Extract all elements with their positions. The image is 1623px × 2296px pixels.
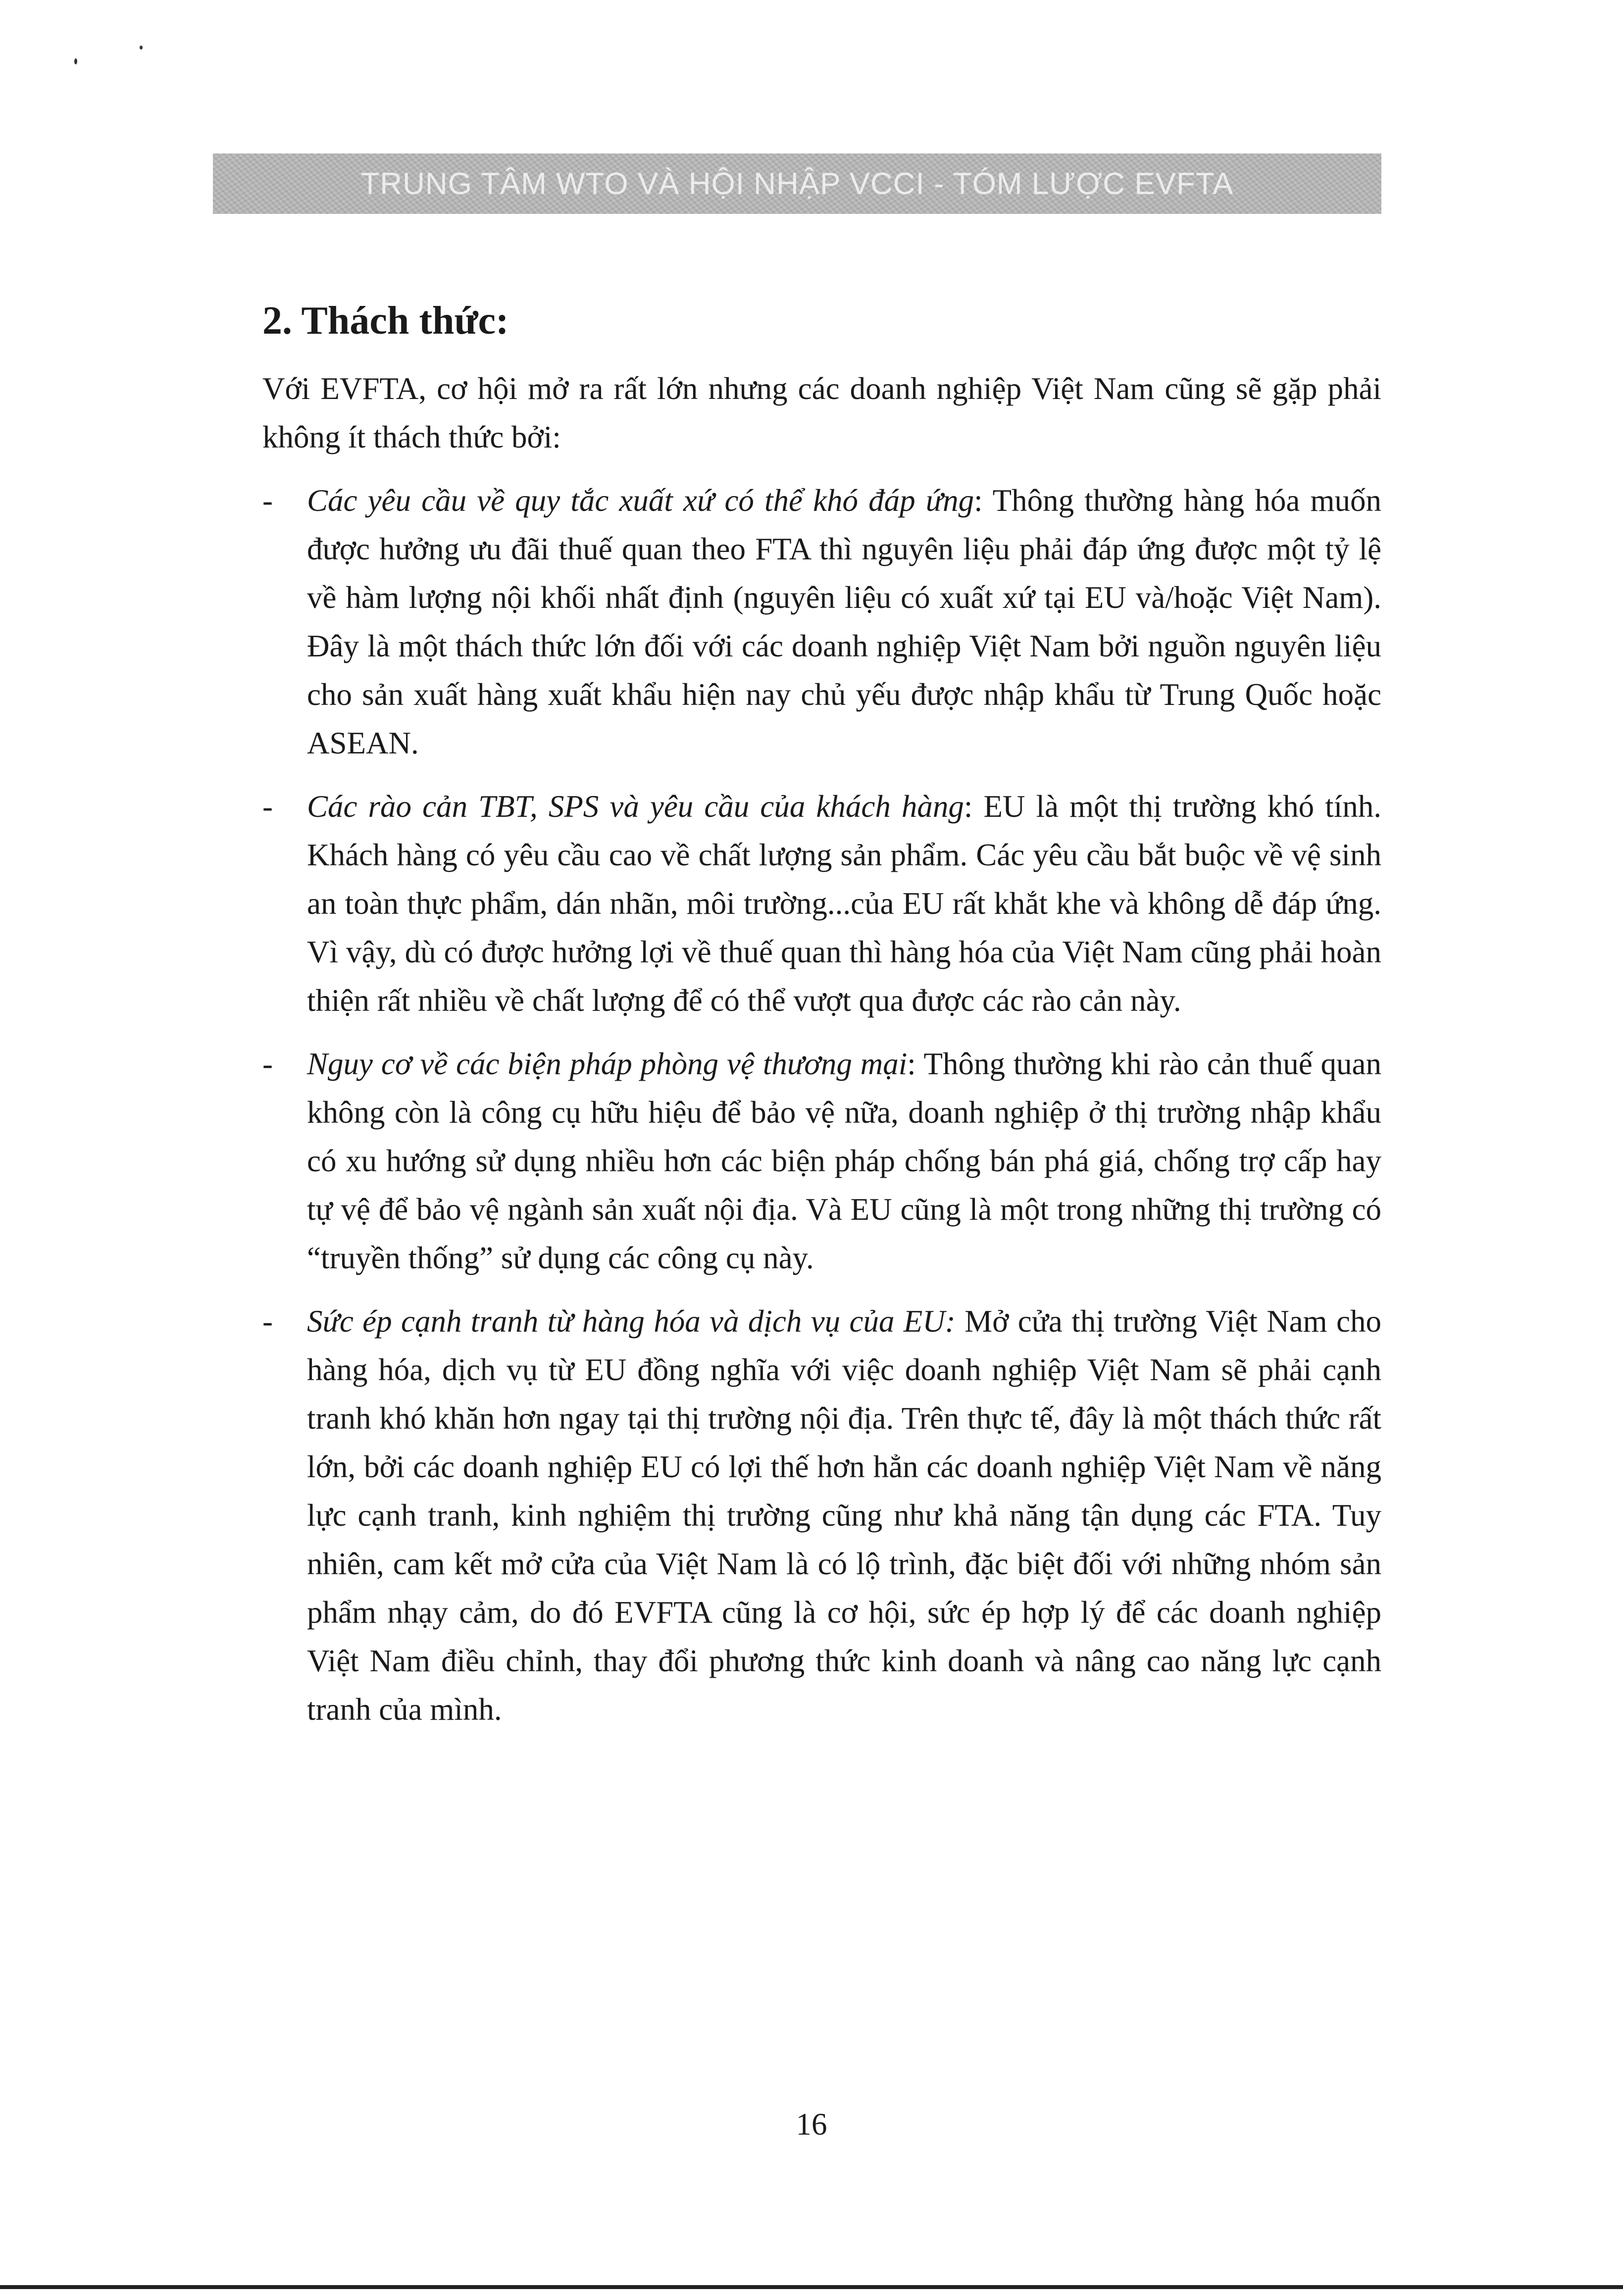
bullet-dash: - [262,1304,273,1339]
section-heading: 2. Thách thức: [262,299,509,343]
running-header [213,153,1381,214]
challenge-item [262,1040,1381,1282]
challenge-text: Thông thường khi rào cản thuế quan không còn là công cụ hữu hiệu để bảo vệ nữa, doanh nghiệp ở thị trường nhập khẩu có xu hướng sử dụng nhiều hơn các biện pháp chống bán phá giá, chống trợ cấp hay tự vệ để bảo vệ ngành sản xuất nội địa. Và EU cũng là một trong những thị trường có “truyền thống” sử dụng các công cụ này. [307,1047,1382,1275]
section-intro: Với EVFTA, cơ hội mở ra rất lớn nhưng các doanh nghiệp Việt Nam cũng sẽ gặp phải không ít thách thức bởi: [262,371,1381,454]
challenge-item [262,476,1381,767]
scan-speck [74,58,77,64]
scan-speck [140,46,143,50]
challenge-title: Sức ép cạnh tranh từ hàng hóa và dịch vụ của EU: [307,1304,956,1339]
challenge-text: Thông thường hàng hóa muốn được hưởng ưu đãi thuế quan theo FTA thì nguyên liệu phải đáp ứng được một tỷ lệ về hàm lượng nội khối nhất định (nguyên liệu có xuất xứ tại EU và/hoặc Việt Nam). Đây là một thách thức lớn đối với các doanh nghiệp Việt Nam bởi nguồn nguyên liệu cho sản xuất hàng xuất khẩu hiện nay chủ yếu được nhập khẩu từ Trung Quốc hoặc ASEAN. [307,483,1381,760]
challenge-separator: : [964,789,973,824]
challenge-item [262,1297,1381,1734]
challenge-list [262,476,1381,1734]
scan-edge-line [0,2285,1623,2289]
challenge-text: Mở cửa thị trường Việt Nam cho hàng hóa, dịch vụ từ EU đồng nghĩa với việc doanh nghiệp Việt Nam sẽ phải cạnh tranh khó khăn hơn ngay tại thị trường nội địa. Trên thực tế, đây là một thách thức rất lớn, bởi các doanh nghiệp EU có lợi thế hơn hẳn các doanh nghiệp Việt Nam về năng lực cạnh tranh, kinh nghiệm thị trường cũng như khả năng tận dụng các FTA. Tuy nhiên, cam kết mở cửa của Việt Nam là có lộ trình, đặc biệt đối với những nhóm sản phẩm nhạy cảm, do đó EVFTA cũng là cơ hội, sức ép hợp lý để các doanh nghiệp Việt Nam điều chỉnh, thay đổi phương thức kinh doanh và nâng cao năng lực cạnh tranh của mình. [307,1304,1381,1727]
page-content [262,297,1381,1748]
challenge-title: Các yêu cầu về quy tắc xuất xứ có thể khó đáp ứng [307,483,974,518]
bullet-dash: - [262,1047,273,1081]
running-header-text: TRUNG TÂM WTO VÀ HỘI NHẬP VCCI - TÓM LƯỢC EVFTA [360,166,1234,201]
page-number: 16 [796,2107,827,2142]
challenge-separator: : [974,483,983,518]
challenge-item [262,782,1381,1025]
challenge-separator: : [907,1047,916,1081]
bullet-dash: - [262,483,273,518]
challenge-title: Nguy cơ về các biện pháp phòng vệ thương mại [307,1047,908,1081]
challenge-title: Các rào cản TBT, SPS và yêu cầu của khách hàng [307,789,964,824]
bullet-dash: - [262,789,273,824]
challenge-text: EU là một thị trường khó tính. Khách hàng có yêu cầu cao về chất lượng sản phẩm. Các yêu cầu bắt buộc về vệ sinh an toàn thực phẩm, dán nhãn, môi trường...của EU rất khắt khe và không dễ đáp ứng. Vì vậy, dù có được hưởng lợi về thuế quan thì hàng hóa của Việt Nam cũng phải hoàn thiện rất nhiều về chất lượng để có thể vượt qua được các rào cản này. [307,789,1381,1018]
